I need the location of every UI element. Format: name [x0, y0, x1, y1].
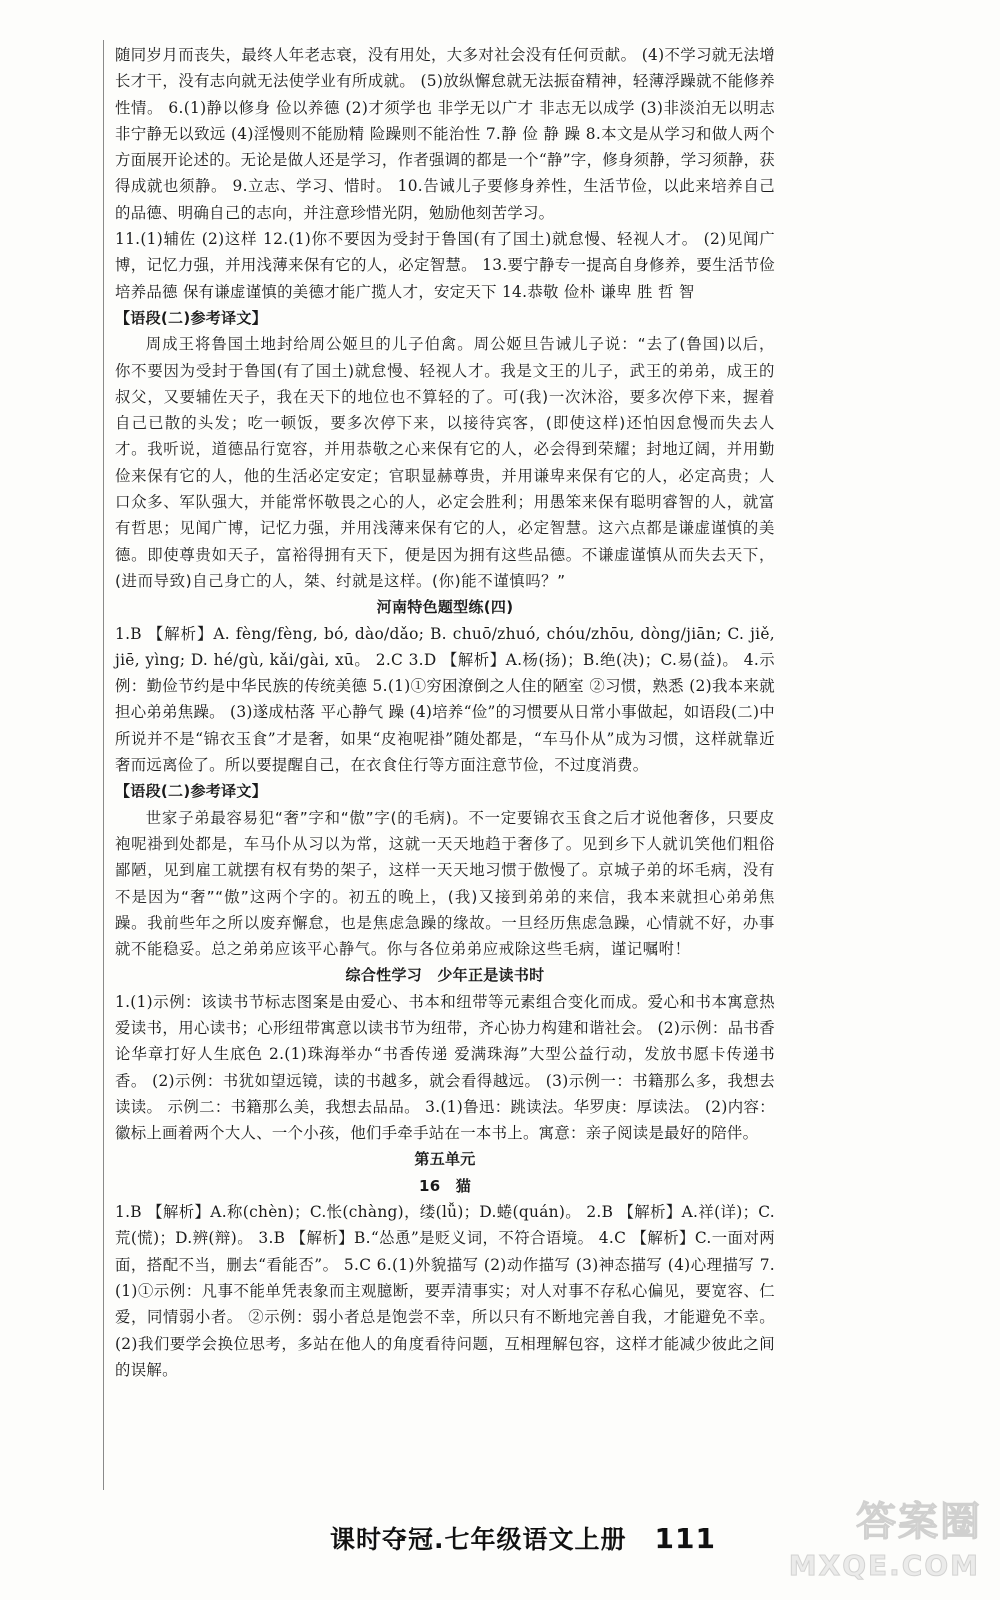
answer-paragraph: 随同岁月而丧失，最终人年老志衰，没有用处，大多对社会没有任何贡献。 (4)不学习就无法增长才干，没有志向就无法使学业有所成就。 (5)放纵懈怠就无法振奋精神，轻薄浮躁就不能修养性情。 6.(1)静以修身 俭以养德 (2)才须学也 非学无以广才 非志无以成学 (3)非淡泊无以明志 非宁静无以致远 (4)淫慢则不能励精 险躁则不能治性 7.静 俭 静 躁 8.本文是从学习和做人两个方面展开论述的。无论是做人还是学习，作者强调的都是一个“静”字，修身须静，学习须静，获得成就也须静。 9.立志、学习、惜时。 10.告诫儿子要修身养性，生活节俭，以此来培养自己的品德、明确自己的志向，并注意珍惜光阴，勉励他刻苦学习。: [115, 46, 775, 222]
book-title: 课时夺冠.七年级语文上册: [330, 1525, 627, 1554]
answer-paragraph: 1.B 【解析】A.称(chèn)；C.怅(chàng)，缕(lǚ)；D.蜷(quán)。 2.B 【解析】A.祥(详)；C.荒(慌)；D.辨(辩)。 3.B 【解析】B.“怂恿”是贬义词，不符合语境。 4.C 【解析】C.一面对两面，搭配不当，删去“看能否”。 5.C 6.(1)外貌描写 (2)动作描写 (3)神态描写 (4)心理描写 7.(1)①示例：凡事不能单凭表象而主观臆断，要弄清事实；对人对事不存私心偏见，要宽容、仁爱，同情弱小者。 ②示例：弱小者总是饱尝不幸，所以只有不断地完善自我，才能避免不幸。 (2)我们要学会换位思考，多站在他人的角度看待问题，互相理解包容，这样才能减少彼此之间的误解。: [115, 1203, 775, 1379]
translation-paragraph: 周成王将鲁国土地封给周公姬旦的儿子伯禽。周公姬旦告诫儿子说：“去了(鲁国)以后，你不要因为受封于鲁国(有了国土)就怠慢、轻视人才。我是文王的儿子，武王的弟弟，成王的叔父，又要辅佐天子，我在天下的地位也不算轻的了。可(我)一次沐浴，要多次停下来，握着自己已散的头发；吃一顿饭，要多次停下来，以接待宾客，(即使这样)还怕因怠慢而失去人才。我听说，道德品行宽容，并用恭敬之心来保有它的人，必会得到荣耀；封地辽阔，并用勤俭来保有它的人，他的生活必定安定；官职显赫尊贵，并用谦卑来保有它的人，必定高贵；人口众多、军队强大，并能常怀敬畏之心的人，必定会胜利；用愚笨来保有聪明睿智的人，就富有哲思；见闻广博，记忆力强，并用浅薄来保有它的人，必定智慧。这六点都是谦虚谨慎的美德。即使尊贵如天子，富裕得拥有天下，便是因为拥有这些品德。不谦虚谨慎从而失去天下，(进而导致)自己身亡的人，桀、纣就是这样。(你)能不谨慎吗？”: [115, 335, 775, 590]
page-content: [115, 42, 775, 1383]
page-number: 111: [654, 1522, 716, 1555]
watermark-text-bottom: MXQE.COM: [788, 1549, 980, 1582]
answer-paragraph: 11.(1)辅佐 (2)这样 12.(1)你不要因为受封于鲁国(有了国土)就怠慢、轻视人才。 (2)见闻广博，记忆力强，并用浅薄来保有它的人，必定智慧。 13.要宁静专一提高自身修养，要生活节俭培养品德 保有谦虚谨慎的美德才能广揽人才，安定天下 14.恭敬 俭朴 谦卑 胜 哲 智: [115, 230, 775, 301]
answer-paragraph: 1.(1)示例：该读书节标志图案是由爱心、书本和纽带等元素组合变化而成。爱心和书本寓意热爱读书，用心读书；心形纽带寓意以读书节为纽带，齐心协力构建和谐社会。 (2)示例：品书香论华章打好人生底色 2.(1)珠海举办“书香传递 爱满珠海”大型公益行动，发放书愿卡传递书香。 (2)示例：书犹如望远镜，读的书越多，就会看得越远。 (3)示例一：书籍那么多，我想去读读。 示例二：书籍那么美，我想去品品。 3.(1)鲁迅：跳读法。华罗庚：厚读法。 (2)内容：徽标上画着两个大人、一个小孩，他们手牵手站在一本书上。寓意：亲子阅读是最好的陪伴。: [115, 992, 775, 1143]
watermark-text-top: 答案圈: [856, 1499, 982, 1545]
section-title: 综合性学习 少年正是读书时: [345, 966, 545, 985]
translation-paragraph: 世家子弟最容易犯“奢”字和“傲”字(的毛病)。不一定要锦衣玉食之后才说他奢侈，只要皮袍呢褂到处都是，车马仆从习以为常，这就一天天地趋于奢侈了。见到乡下人就讥笑他们粗俗鄙陋，见到雇工就摆有权有势的架子，这样一天天地习惯于傲慢了。京城子弟的坏毛病，没有不是因为“奢”“傲”这两个字的。初五的晚上，(我)又接到弟弟的来信，我本来就担心弟弟焦躁。我前些年之所以废弃懈怠，也是焦虑急躁的缘故。一旦经历焦虑急躁，心情就不好，办事就不能稳妥。总之弟弟应该平心静气。你与各位弟弟应戒除这些毛病，谨记嘱咐！: [115, 808, 775, 959]
section-title: 河南特色题型练(四): [376, 598, 514, 617]
unit-title: 第五单元: [414, 1150, 476, 1169]
margin-line: [103, 40, 104, 1490]
section-heading: 【语段(二)参考译文】: [115, 308, 268, 327]
answer-paragraph: 1.B 【解析】A. fèng/fèng, bó, dào/dǎo; B. chuō/zhuó, chóu/zhōu, dòng/jiān; C. jiě, jiē, yìng; D. hé/gù, kǎi/gài, xū。 2.C 3.D 【解析】A.杨(扬)；B.绝(决)；C.易(益)。 4.示例：勤俭节约是中华民族的传统美德 5.(1)①穷困潦倒之人住的陋室 ②习惯，熟悉 (2)我本来就担心弟弟焦躁。 (3)遂成枯落 平心静气 躁 (4)培养“俭”的习惯要从日常小事做起，如语段(二)中所说并不是“锦衣玉食”才是奢，如果“皮袍呢褂”随处都是，“车马仆从”成为习惯，这样就靠近奢而远离俭了。所以要提醒自己，在衣食住行等方面注意节俭，不过度消费。: [115, 624, 775, 775]
watermark-logo: [788, 1490, 982, 1590]
page-footer: [330, 1520, 790, 1556]
lesson-title: 16 猫: [418, 1176, 472, 1195]
section-heading: 【语段(二)参考译文】: [115, 782, 268, 801]
